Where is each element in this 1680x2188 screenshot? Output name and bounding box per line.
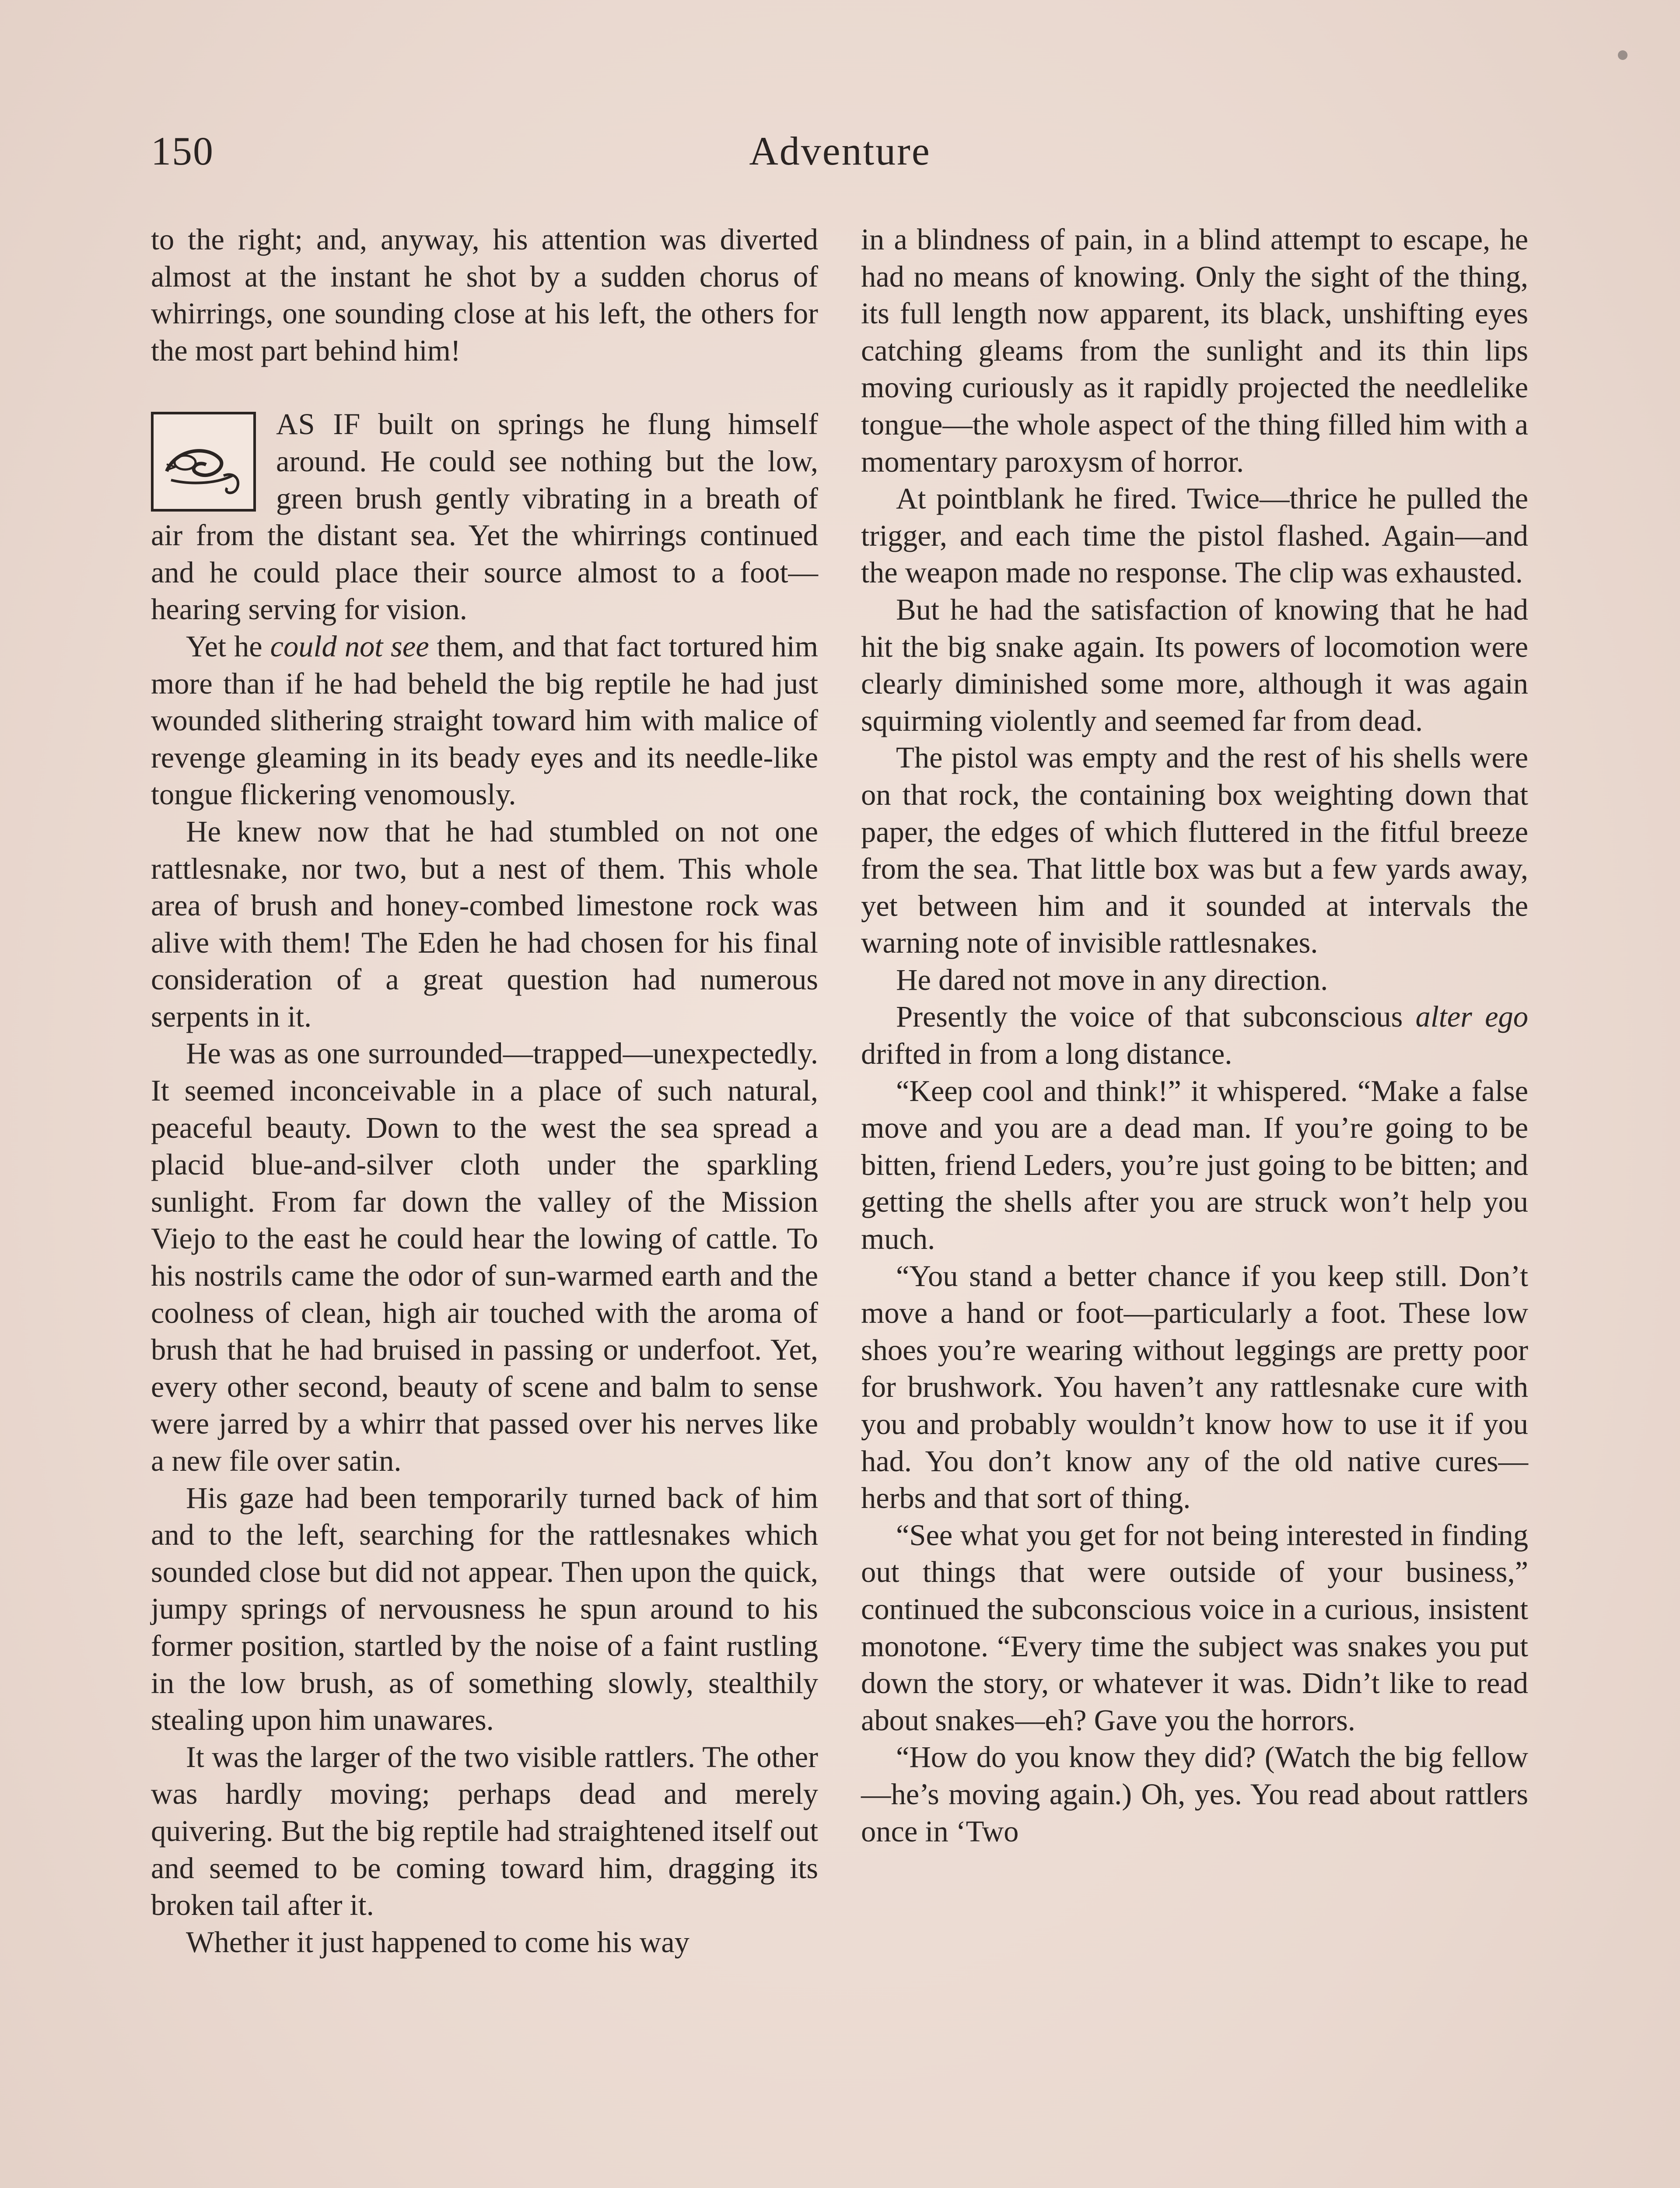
chapter-opening: [151, 406, 818, 628]
paragraph: in a blindness of pain, in a blind attempt to escape, he had no means of knowing. Only the sight of the thing, its full length now apparent, its black, unshifting eyes catching gleams from the sunlight and its thin lips moving curiously as it rapidly projected the needlelike tongue—the whole aspect of the thing filled him with a momentary paroxysm of horror.: [861, 223, 1528, 478]
paragraph-text: built on springs he flung himself around. He could see nothing but the low, green brush gently vibrating in a breath of air from the distant sea. Yet the whirrings continued and he could place their source almost to a foot—hearing serving for vision.: [151, 407, 818, 626]
paragraph-text: them, and that fact tortured him more than if he had beheld the big reptile he had just wounded slithering straight toward him with malice of revenge gleaming in its beady eyes and its needle-like tongue flickering venomously.: [151, 629, 819, 811]
left-column: [151, 221, 818, 1960]
paragraph: He was as one surrounded—trapped—unexpectedly. It seemed inconceivable in a place of such natural, peaceful beauty. Down to the west the sea spread a placid blue-and-silver cloth under the sparkling sunlight. From far down the valley of the Mission Viejo to the east he could hear the lowing of cattle. To his nostrils came the odor of sun-warmed earth and the coolness of clean, high air touched with the aroma of brush that he had bruised in passing or underfoot. Yet, every other second, beauty of scene and balm to sense were jarred by a whirr that passed over his nerves like a new file over satin.: [151, 1037, 818, 1477]
paragraph: His gaze had been temporarily turned back of him and to the left, searching for the rattlesnakes which sounded close but did not appear. Then upon the quick, jumpy springs of nervousness he spun around to his former position, startled by the noise of a faint rustling in the low brush, as of something slowly, stealthily stealing upon him unawares.: [151, 1481, 818, 1737]
paragraph: “See what you get for not being interested in finding out things that were outside of your business,” continued the subconscious voice in a curious, insistent monotone. “Every time the subject was snakes you put down the story, or whatever it was. Didn’t like to read about snakes—eh? Gave you the horrors.: [861, 1518, 1528, 1737]
page-header: [151, 128, 1529, 185]
right-column: [861, 221, 1528, 1850]
page-number: 150: [151, 129, 214, 173]
snake-vignette-icon: [151, 412, 256, 512]
paragraph: At pointblank he fired. Twice—thrice he pulled the trigger, and each time the pistol flashed. Again—and the weapon made no response. The clip was exhausted.: [861, 482, 1528, 589]
paragraph: to the right; and, anyway, his attention was diverted almost at the instant he shot by a sudden chorus of whirrings, one sounding close at his left, the others for the most part behind him!: [151, 223, 818, 367]
snake-illustration: [158, 419, 249, 505]
paragraph: But he had the satisfaction of knowing that he had hit the big snake again. Its powers of locomotion were clearly diminished some more, although it was again squirming violently and seemed far from dead.: [861, 593, 1528, 737]
paragraph: Whether it just happened to come his way: [186, 1925, 690, 1959]
paragraph: “How do you know they did? (Watch the big fellow—he’s moving again.) Oh, yes. You read about rattlers once in ‘Two: [861, 1740, 1528, 1848]
paper-speck: [1618, 50, 1628, 60]
emphasis-text: could not see: [270, 629, 429, 663]
paragraph-text: Presently the voice of that subconscious: [896, 1000, 1416, 1034]
lead-in-caps: AS IF: [276, 407, 361, 441]
paragraph-text: drifted in from a long distance.: [861, 1037, 1232, 1071]
paragraph-text: Yet he: [186, 629, 270, 663]
paragraph: He dared not move in any direction.: [896, 963, 1328, 996]
paragraph: It was the larger of the two visible rattlers. The other was hardly moving; perhaps dead and merely quivering. But the big reptile had straightened itself out and seemed to be coming toward him, dragging its broken tail after it.: [151, 1740, 818, 1922]
running-title: Adventure: [749, 129, 931, 173]
paragraph: He knew now that he had stumbled on not one rattlesnake, nor two, but a nest of them. This whole area of brush and honey-combed limestone rock was alive with them! The Eden he had chosen for his final consideration of a great question had numerous serpents in it.: [151, 814, 818, 1033]
paragraph: [861, 998, 1528, 1072]
emphasis-text: alter ego: [1415, 1000, 1528, 1034]
paragraph: [151, 628, 818, 813]
paragraph: “You stand a better chance if you keep still. Don’t move a hand or foot—particularly a foot. These low shoes you’re wearing without leggings are pretty poor for brushwork. You haven’t any rattlesnake cure with you and probably wouldn’t know how to use it if you had. You don’t know any of the old native cures—herbs and that sort of thing.: [861, 1259, 1528, 1515]
paragraph: “Keep cool and think!” it whispered. “Make a false move and you are a dead man. If you’re going to be bitten, friend Leders, you’re just going to be bitten; and getting the shells after you are struck won’t help you much.: [861, 1074, 1528, 1256]
paragraph: The pistol was empty and the rest of his shells were on that rock, the containing box weighting down that paper, the edges of which fluttered in the fitful breeze from the sea. That little box was but a few yards away, yet between him and it sounded at intervals the warning note of invisible rattlesnakes.: [861, 741, 1528, 960]
